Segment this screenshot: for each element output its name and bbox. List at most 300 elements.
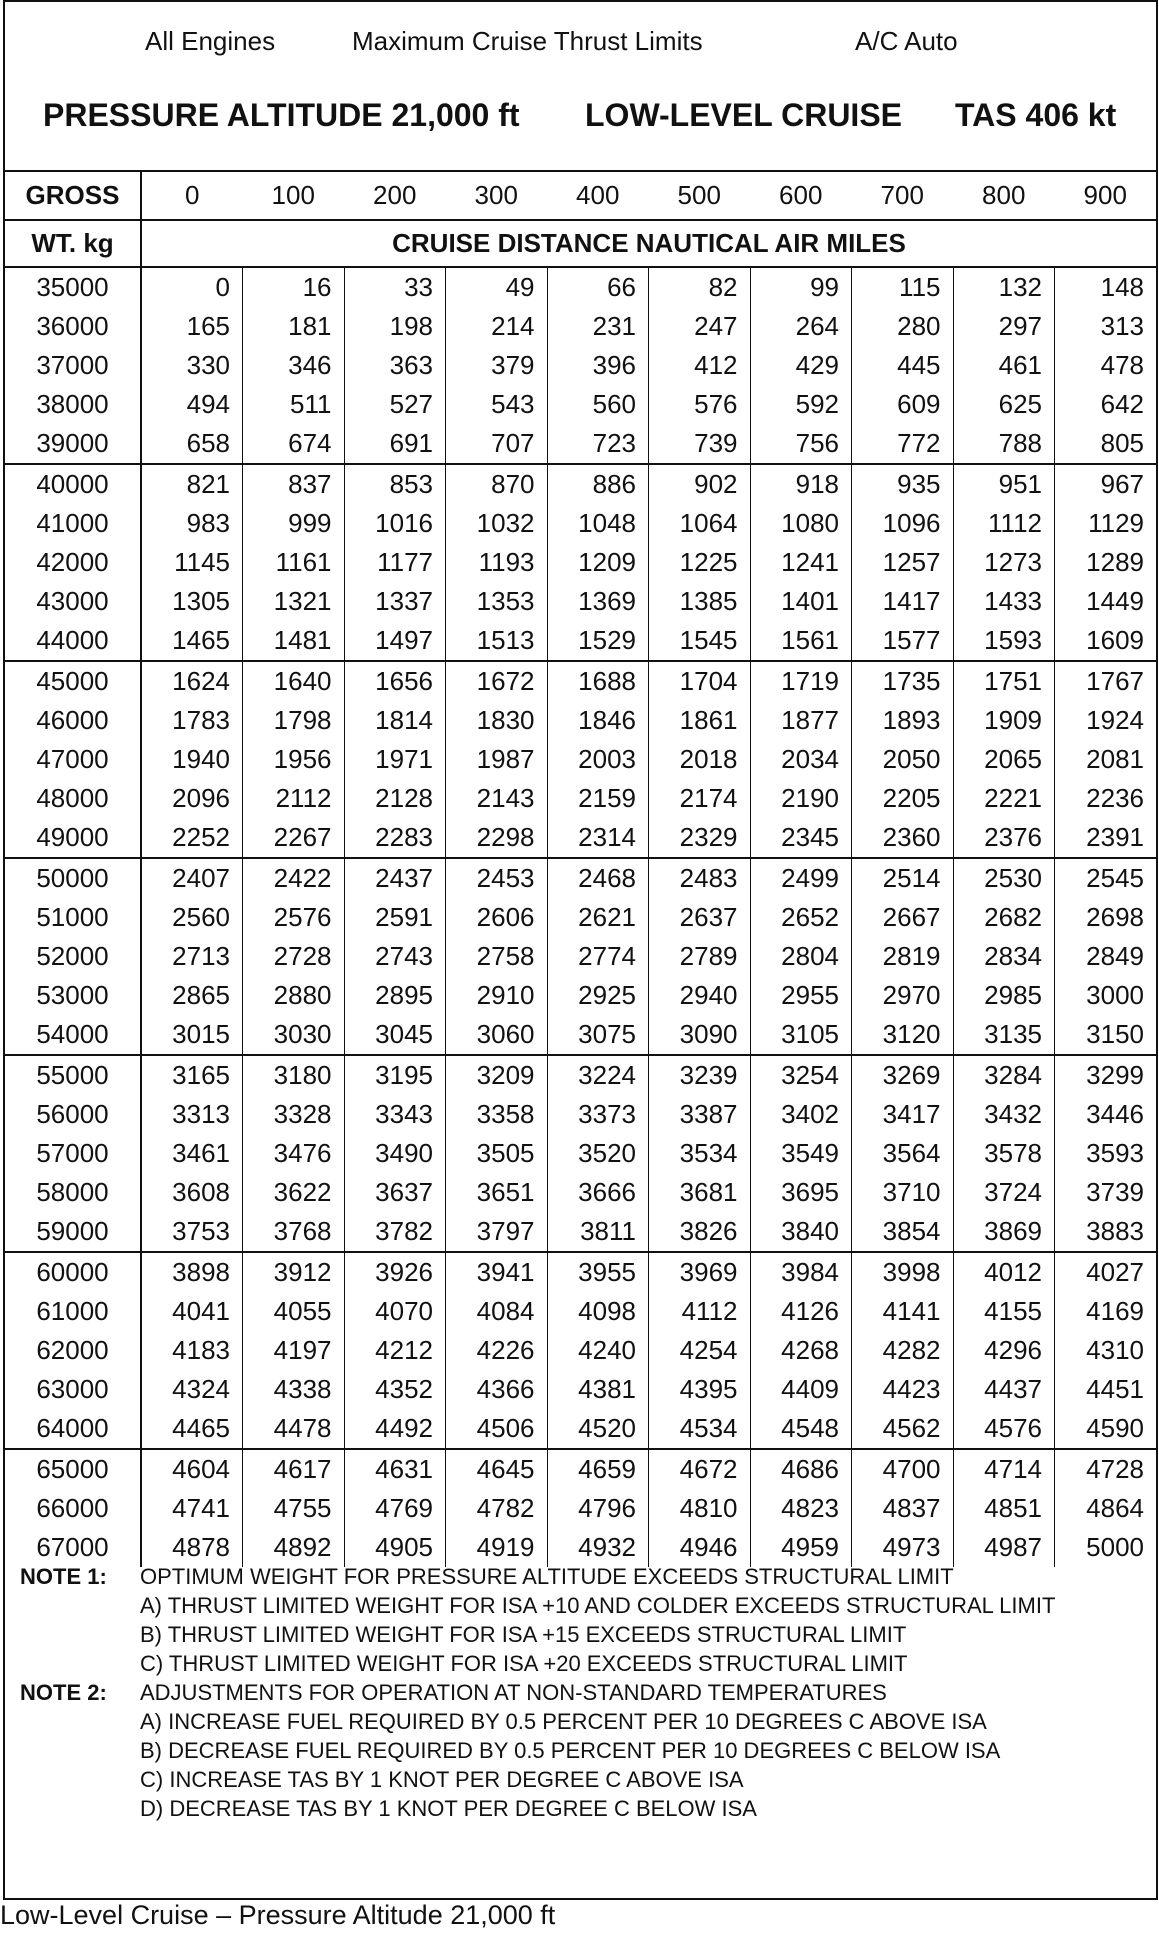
distance-cell: 625 <box>953 385 1055 424</box>
distance-cell: 2985 <box>953 976 1055 1015</box>
distance-cell: 2834 <box>953 937 1055 976</box>
distance-cell: 181 <box>243 307 345 346</box>
table-row <box>5 1409 1156 1449</box>
distance-cell: 1909 <box>953 701 1055 740</box>
distance-cell: 3883 <box>1055 1212 1157 1252</box>
distance-cell: 4932 <box>547 1528 649 1567</box>
title-row <box>5 97 1156 157</box>
table-row <box>5 464 1156 504</box>
distance-cell: 4126 <box>750 1292 852 1331</box>
distance-cell: 3593 <box>1055 1134 1157 1173</box>
distance-cell: 3224 <box>547 1055 649 1095</box>
table-row <box>5 976 1156 1015</box>
distance-cell: 1048 <box>547 504 649 543</box>
distance-cell: 2112 <box>243 779 345 818</box>
note2-item: A) INCREASE FUEL REQUIRED BY 0.5 PERCENT PER 10 DEGREES C ABOVE ISA <box>140 1709 987 1734</box>
gross-weight-cell: 51000 <box>5 898 141 937</box>
distance-cell: 4409 <box>750 1370 852 1409</box>
distance-cell: 4197 <box>243 1331 345 1370</box>
table-row <box>5 937 1156 976</box>
distance-cell: 723 <box>547 424 649 464</box>
distance-cell: 3195 <box>344 1055 446 1095</box>
distance-cell: 4027 <box>1055 1252 1157 1292</box>
distance-cell: 3461 <box>141 1134 243 1173</box>
distance-cell: 4098 <box>547 1292 649 1331</box>
gross-weight-cell: 66000 <box>5 1489 141 1528</box>
distance-cell: 3811 <box>547 1212 649 1252</box>
distance-cell: 4070 <box>344 1292 446 1331</box>
cruise-mode-title: LOW-LEVEL CRUISE <box>585 97 902 133</box>
distance-cell: 4112 <box>649 1292 751 1331</box>
distance-cell: 1529 <box>547 621 649 661</box>
distance-cell: 2804 <box>750 937 852 976</box>
distance-cell: 3984 <box>750 1252 852 1292</box>
distance-cell: 4226 <box>446 1331 548 1370</box>
distance-cell: 1640 <box>243 661 345 701</box>
table-row <box>5 1134 1156 1173</box>
distance-cell: 4645 <box>446 1449 548 1489</box>
distance-cell: 1112 <box>953 504 1055 543</box>
distance-cell: 49 <box>446 267 548 307</box>
column-header: 700 <box>852 171 954 220</box>
distance-cell: 4155 <box>953 1292 1055 1331</box>
distance-cell: 837 <box>243 464 345 504</box>
distance-cell: 2682 <box>953 898 1055 937</box>
distance-cell: 642 <box>1055 385 1157 424</box>
distance-cell: 886 <box>547 464 649 504</box>
distance-cell: 3254 <box>750 1055 852 1095</box>
cruise-distance-header: CRUISE DISTANCE NAUTICAL AIR MILES <box>141 220 1156 267</box>
distance-cell: 4268 <box>750 1331 852 1370</box>
distance-cell: 4381 <box>547 1370 649 1409</box>
distance-cell: 2621 <box>547 898 649 937</box>
distance-cell: 3373 <box>547 1095 649 1134</box>
gross-weight-cell: 53000 <box>5 976 141 1015</box>
distance-cell: 2376 <box>953 818 1055 858</box>
distance-cell: 739 <box>649 424 751 464</box>
table-row <box>5 424 1156 464</box>
distance-cell: 4055 <box>243 1292 345 1331</box>
distance-cell: 3209 <box>446 1055 548 1095</box>
column-header: 500 <box>649 171 751 220</box>
tas-title: TAS 406 kt <box>955 97 1117 133</box>
distance-cell: 2003 <box>547 740 649 779</box>
distance-cell: 1561 <box>750 621 852 661</box>
cruise-distance-table-wrap <box>5 170 1156 1567</box>
distance-cell: 3854 <box>852 1212 954 1252</box>
distance-cell: 3343 <box>344 1095 446 1134</box>
gross-label: GROSS <box>5 171 141 220</box>
distance-cell: 2422 <box>243 858 345 898</box>
distance-cell: 3753 <box>141 1212 243 1252</box>
table-row <box>5 621 1156 661</box>
table-row <box>5 898 1156 937</box>
distance-cell: 2298 <box>446 818 548 858</box>
distance-cell: 1513 <box>446 621 548 661</box>
column-header: 200 <box>344 171 446 220</box>
gross-weight-cell: 59000 <box>5 1212 141 1252</box>
distance-cell: 3840 <box>750 1212 852 1252</box>
distance-cell: 1846 <box>547 701 649 740</box>
gross-weight-cell: 57000 <box>5 1134 141 1173</box>
gross-weight-cell: 37000 <box>5 346 141 385</box>
gross-weight-cell: 62000 <box>5 1331 141 1370</box>
distance-cell: 2728 <box>243 937 345 976</box>
distance-cell: 870 <box>446 464 548 504</box>
gross-weight-cell: 43000 <box>5 582 141 621</box>
distance-cell: 1893 <box>852 701 954 740</box>
distance-cell: 1433 <box>953 582 1055 621</box>
distance-cell: 4728 <box>1055 1449 1157 1489</box>
distance-cell: 1161 <box>243 543 345 582</box>
distance-cell: 1656 <box>344 661 446 701</box>
gross-weight-cell: 40000 <box>5 464 141 504</box>
gross-weight-cell: 49000 <box>5 818 141 858</box>
distance-cell: 1814 <box>344 701 446 740</box>
distance-cell: 1481 <box>243 621 345 661</box>
distance-cell: 346 <box>243 346 345 385</box>
distance-cell: 3165 <box>141 1055 243 1095</box>
table-row <box>5 385 1156 424</box>
distance-cell: 4183 <box>141 1331 243 1370</box>
distance-cell: 2345 <box>750 818 852 858</box>
distance-cell: 902 <box>649 464 751 504</box>
distance-cell: 445 <box>852 346 954 385</box>
distance-cell: 1401 <box>750 582 852 621</box>
distance-cell: 1798 <box>243 701 345 740</box>
distance-cell: 4366 <box>446 1370 548 1409</box>
distance-cell: 1305 <box>141 582 243 621</box>
distance-cell: 2743 <box>344 937 446 976</box>
distance-cell: 967 <box>1055 464 1157 504</box>
distance-cell: 1273 <box>953 543 1055 582</box>
table-row <box>5 661 1156 701</box>
distance-cell: 198 <box>344 307 446 346</box>
distance-cell: 2955 <box>750 976 852 1015</box>
distance-cell: 1032 <box>446 504 548 543</box>
distance-cell: 461 <box>953 346 1055 385</box>
distance-cell: 4012 <box>953 1252 1055 1292</box>
distance-cell: 4810 <box>649 1489 751 1528</box>
gross-weight-cell: 65000 <box>5 1449 141 1489</box>
distance-cell: 788 <box>953 424 1055 464</box>
distance-cell: 3651 <box>446 1173 548 1212</box>
distance-cell: 3549 <box>750 1134 852 1173</box>
distance-cell: 4823 <box>750 1489 852 1528</box>
table-row <box>5 543 1156 582</box>
distance-cell: 2065 <box>953 740 1055 779</box>
ac-label: A/C Auto <box>855 26 958 56</box>
column-header: 100 <box>243 171 345 220</box>
gross-weight-cell: 39000 <box>5 424 141 464</box>
note1-label: NOTE 1: <box>20 1564 107 1589</box>
distance-cell: 1016 <box>344 504 446 543</box>
header-row <box>5 2 1156 82</box>
distance-cell: 4548 <box>750 1409 852 1449</box>
distance-cell: 3328 <box>243 1095 345 1134</box>
distance-cell: 2880 <box>243 976 345 1015</box>
distance-cell: 3299 <box>1055 1055 1157 1095</box>
distance-cell: 1449 <box>1055 582 1157 621</box>
note2-item: D) DECREASE TAS BY 1 KNOT PER DEGREE C BELOW ISA <box>140 1796 757 1821</box>
note1-item: C) THRUST LIMITED WEIGHT FOR ISA +20 EXCEEDS STRUCTURAL LIMIT <box>140 1651 908 1676</box>
distance-cell: 3045 <box>344 1015 446 1055</box>
distance-cell: 4437 <box>953 1370 1055 1409</box>
distance-cell: 4973 <box>852 1528 954 1567</box>
distance-cell: 2128 <box>344 779 446 818</box>
distance-cell: 3446 <box>1055 1095 1157 1134</box>
distance-cell: 3637 <box>344 1173 446 1212</box>
distance-cell: 3564 <box>852 1134 954 1173</box>
distance-cell: 658 <box>141 424 243 464</box>
distance-cell: 983 <box>141 504 243 543</box>
distance-cell: 412 <box>649 346 751 385</box>
distance-cell: 2819 <box>852 937 954 976</box>
distance-cell: 2713 <box>141 937 243 976</box>
distance-cell: 4338 <box>243 1370 345 1409</box>
distance-cell: 3180 <box>243 1055 345 1095</box>
distance-cell: 2267 <box>243 818 345 858</box>
distance-cell: 2081 <box>1055 740 1157 779</box>
distance-cell: 264 <box>750 307 852 346</box>
note2-label: NOTE 2: <box>20 1680 107 1705</box>
distance-cell: 3105 <box>750 1015 852 1055</box>
distance-cell: 1129 <box>1055 504 1157 543</box>
distance-cell: 429 <box>750 346 852 385</box>
engines-label: All Engines <box>145 26 276 56</box>
table-row <box>5 1252 1156 1292</box>
distance-cell: 4324 <box>141 1370 243 1409</box>
distance-cell: 396 <box>547 346 649 385</box>
distance-cell: 1830 <box>446 701 548 740</box>
gross-weight-cell: 41000 <box>5 504 141 543</box>
distance-cell: 1719 <box>750 661 852 701</box>
distance-cell: 1417 <box>852 582 954 621</box>
distance-cell: 4617 <box>243 1449 345 1489</box>
table-row <box>5 858 1156 898</box>
distance-cell: 4796 <box>547 1489 649 1528</box>
table-row <box>5 1449 1156 1489</box>
distance-cell: 1971 <box>344 740 446 779</box>
span-header-row <box>5 220 1156 267</box>
distance-cell: 1497 <box>344 621 446 661</box>
distance-cell: 1241 <box>750 543 852 582</box>
distance-cell: 4282 <box>852 1331 954 1370</box>
distance-cell: 3120 <box>852 1015 954 1055</box>
distance-cell: 2698 <box>1055 898 1157 937</box>
gross-weight-cell: 35000 <box>5 267 141 307</box>
gross-weight-cell: 47000 <box>5 740 141 779</box>
distance-cell: 2560 <box>141 898 243 937</box>
distance-cell: 1257 <box>852 543 954 582</box>
distance-cell: 4576 <box>953 1409 1055 1449</box>
gross-weight-cell: 45000 <box>5 661 141 701</box>
distance-cell: 4919 <box>446 1528 548 1567</box>
distance-cell: 1545 <box>649 621 751 661</box>
distance-cell: 2252 <box>141 818 243 858</box>
gross-weight-cell: 63000 <box>5 1370 141 1409</box>
table-row <box>5 1173 1156 1212</box>
distance-cell: 2667 <box>852 898 954 937</box>
table-row <box>5 1055 1156 1095</box>
distance-cell: 3090 <box>649 1015 751 1055</box>
distance-cell: 4631 <box>344 1449 446 1489</box>
column-header: 900 <box>1055 171 1157 220</box>
distance-cell: 2190 <box>750 779 852 818</box>
distance-cell: 2895 <box>344 976 446 1015</box>
table-row <box>5 1528 1156 1567</box>
distance-cell: 2483 <box>649 858 751 898</box>
distance-cell: 1080 <box>750 504 852 543</box>
distance-cell: 1688 <box>547 661 649 701</box>
distance-cell: 756 <box>750 424 852 464</box>
distance-cell: 4169 <box>1055 1292 1157 1331</box>
distance-cell: 4686 <box>750 1449 852 1489</box>
column-header-row <box>5 171 1156 220</box>
distance-cell: 1369 <box>547 582 649 621</box>
distance-cell: 3358 <box>446 1095 548 1134</box>
distance-cell: 2407 <box>141 858 243 898</box>
distance-cell: 4851 <box>953 1489 1055 1528</box>
table-row <box>5 1212 1156 1252</box>
distance-cell: 4465 <box>141 1409 243 1449</box>
table-row <box>5 307 1156 346</box>
distance-cell: 2437 <box>344 858 446 898</box>
distance-cell: 1987 <box>446 740 548 779</box>
gross-weight-cell: 58000 <box>5 1173 141 1212</box>
distance-cell: 2606 <box>446 898 548 937</box>
distance-cell: 4837 <box>852 1489 954 1528</box>
distance-cell: 1783 <box>141 701 243 740</box>
distance-cell: 82 <box>649 267 751 307</box>
distance-cell: 4769 <box>344 1489 446 1528</box>
distance-cell: 772 <box>852 424 954 464</box>
table-row <box>5 267 1156 307</box>
notes-section <box>5 1564 1156 1902</box>
table-row <box>5 1095 1156 1134</box>
distance-cell: 4562 <box>852 1409 954 1449</box>
distance-cell: 3926 <box>344 1252 446 1292</box>
distance-cell: 674 <box>243 424 345 464</box>
distance-cell: 379 <box>446 346 548 385</box>
distance-cell: 511 <box>243 385 345 424</box>
distance-cell: 66 <box>547 267 649 307</box>
distance-cell: 115 <box>852 267 954 307</box>
table-row <box>5 582 1156 621</box>
distance-cell: 214 <box>446 307 548 346</box>
distance-cell: 1177 <box>344 543 446 582</box>
distance-cell: 4741 <box>141 1489 243 1528</box>
figure-caption: Low-Level Cruise – Pressure Altitude 21,000 ft <box>0 1900 556 1930</box>
distance-cell: 2236 <box>1055 779 1157 818</box>
note2-item: C) INCREASE TAS BY 1 KNOT PER DEGREE C ABOVE ISA <box>140 1767 744 1792</box>
gross-weight-cell: 54000 <box>5 1015 141 1055</box>
distance-cell: 3666 <box>547 1173 649 1212</box>
distance-cell: 805 <box>1055 424 1157 464</box>
distance-cell: 2360 <box>852 818 954 858</box>
distance-cell: 3826 <box>649 1212 751 1252</box>
distance-cell: 4352 <box>344 1370 446 1409</box>
distance-cell: 707 <box>446 424 548 464</box>
distance-cell: 2758 <box>446 937 548 976</box>
distance-cell: 2205 <box>852 779 954 818</box>
distance-cell: 1193 <box>446 543 548 582</box>
gross-weight-cell: 44000 <box>5 621 141 661</box>
distance-cell: 2143 <box>446 779 548 818</box>
gross-weight-cell: 50000 <box>5 858 141 898</box>
distance-cell: 3476 <box>243 1134 345 1173</box>
note2-item: B) DECREASE FUEL REQUIRED BY 0.5 PERCENT PER 10 DEGREES C BELOW ISA <box>140 1738 1001 1763</box>
distance-cell: 4451 <box>1055 1370 1157 1409</box>
distance-cell: 3869 <box>953 1212 1055 1252</box>
distance-cell: 16 <box>243 267 345 307</box>
distance-cell: 2329 <box>649 818 751 858</box>
table-row <box>5 504 1156 543</box>
distance-cell: 1096 <box>852 504 954 543</box>
distance-cell: 3387 <box>649 1095 751 1134</box>
distance-cell: 4782 <box>446 1489 548 1528</box>
distance-cell: 4604 <box>141 1449 243 1489</box>
distance-cell: 3739 <box>1055 1173 1157 1212</box>
distance-cell: 918 <box>750 464 852 504</box>
distance-cell: 1624 <box>141 661 243 701</box>
distance-cell: 231 <box>547 307 649 346</box>
distance-cell: 999 <box>243 504 345 543</box>
distance-cell: 3969 <box>649 1252 751 1292</box>
distance-cell: 1337 <box>344 582 446 621</box>
distance-cell: 1956 <box>243 740 345 779</box>
distance-cell: 2970 <box>852 976 954 1015</box>
distance-cell: 4659 <box>547 1449 649 1489</box>
cruise-table-frame <box>3 0 1158 1900</box>
distance-cell: 576 <box>649 385 751 424</box>
distance-cell: 330 <box>141 346 243 385</box>
distance-cell: 4310 <box>1055 1331 1157 1370</box>
distance-cell: 99 <box>750 267 852 307</box>
column-header: 800 <box>953 171 1055 220</box>
distance-cell: 4892 <box>243 1528 345 1567</box>
gross-weight-cell: 67000 <box>5 1528 141 1567</box>
distance-cell: 247 <box>649 307 751 346</box>
table-row <box>5 701 1156 740</box>
distance-cell: 3150 <box>1055 1015 1157 1055</box>
distance-cell: 2849 <box>1055 937 1157 976</box>
distance-cell: 1704 <box>649 661 751 701</box>
distance-cell: 3030 <box>243 1015 345 1055</box>
distance-cell: 2468 <box>547 858 649 898</box>
distance-cell: 2940 <box>649 976 751 1015</box>
distance-cell: 4672 <box>649 1449 751 1489</box>
distance-cell: 4041 <box>141 1292 243 1331</box>
gross-weight-cell: 55000 <box>5 1055 141 1095</box>
distance-cell: 3768 <box>243 1212 345 1252</box>
distance-cell: 2545 <box>1055 858 1157 898</box>
distance-cell: 4296 <box>953 1331 1055 1370</box>
distance-cell: 2637 <box>649 898 751 937</box>
distance-cell: 1577 <box>852 621 954 661</box>
distance-cell: 2514 <box>852 858 954 898</box>
distance-cell: 3432 <box>953 1095 1055 1134</box>
table-row <box>5 779 1156 818</box>
note1-item: A) THRUST LIMITED WEIGHT FOR ISA +10 AND COLDER EXCEEDS STRUCTURAL LIMIT <box>140 1593 1056 1618</box>
distance-cell: 0 <box>141 267 243 307</box>
distance-cell: 1321 <box>243 582 345 621</box>
distance-cell: 3912 <box>243 1252 345 1292</box>
table-row <box>5 740 1156 779</box>
distance-cell: 1385 <box>649 582 751 621</box>
distance-cell: 5000 <box>1055 1528 1157 1567</box>
distance-cell: 3015 <box>141 1015 243 1055</box>
